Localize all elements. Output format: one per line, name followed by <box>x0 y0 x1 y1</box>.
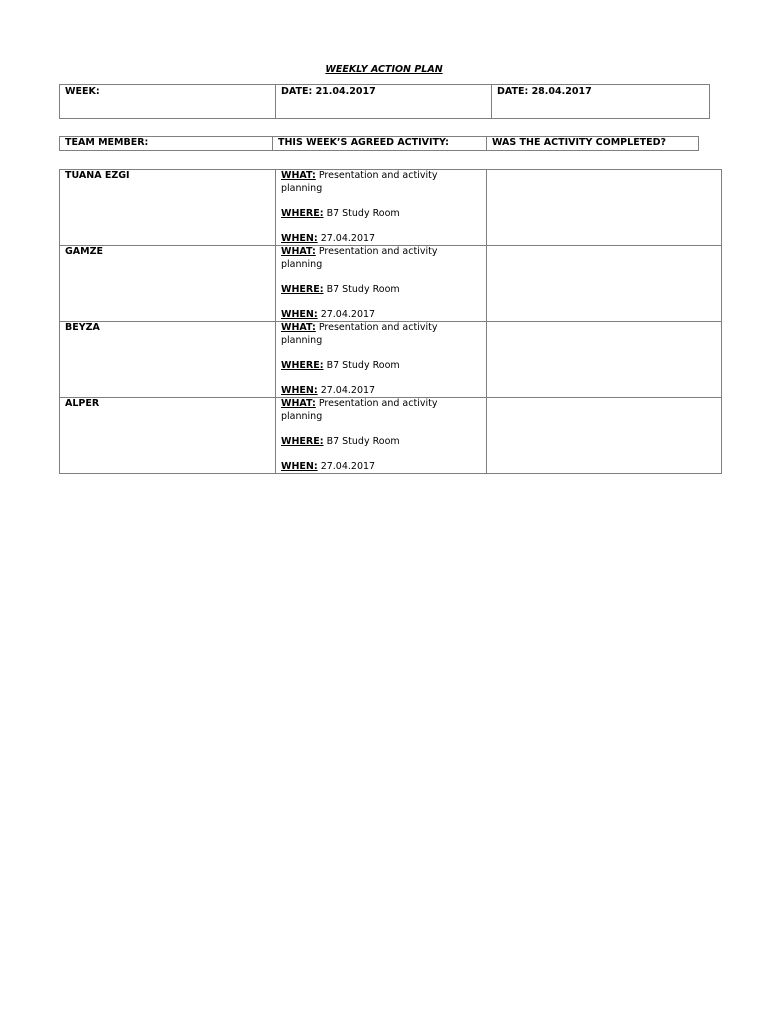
when-value: 27.04.2017 <box>320 308 376 320</box>
what-label: WHAT: <box>281 170 316 181</box>
activity-cell <box>276 246 487 322</box>
activity-where <box>281 208 481 221</box>
when-label: WHEN: <box>281 232 318 244</box>
completed-cell[interactable] <box>487 246 722 322</box>
completed-cell[interactable] <box>487 322 722 398</box>
what-value: Presentation and activity planning <box>281 398 438 422</box>
member-name: BEYZA <box>60 322 276 398</box>
where-value: B7 Study Room <box>326 435 400 447</box>
activity-cell <box>276 170 487 246</box>
activity-what <box>281 246 481 271</box>
when-label: WHEN: <box>281 384 318 396</box>
header-row <box>60 85 710 119</box>
activity-what <box>281 398 481 423</box>
activity-when <box>281 461 481 474</box>
activity-cell <box>276 322 487 398</box>
activity-where <box>281 436 481 449</box>
completed-cell[interactable] <box>487 398 722 474</box>
header-table <box>59 84 710 119</box>
completed-cell[interactable] <box>487 170 722 246</box>
where-value: B7 Study Room <box>326 283 400 295</box>
where-label: WHERE: <box>281 283 324 295</box>
what-label: WHAT: <box>281 322 316 333</box>
where-label: WHERE: <box>281 435 324 447</box>
when-value: 27.04.2017 <box>320 384 376 396</box>
when-value: 27.04.2017 <box>320 460 376 472</box>
page-title: WEEKLY ACTION PLAN <box>325 64 443 75</box>
activity-when <box>281 385 481 398</box>
activity-what <box>281 170 481 195</box>
what-value: Presentation and activity planning <box>281 246 438 270</box>
column-header-row <box>60 137 699 151</box>
what-label: WHAT: <box>281 246 316 257</box>
where-label: WHERE: <box>281 359 324 371</box>
activity-where <box>281 360 481 373</box>
member-name: ALPER <box>60 398 276 474</box>
activity-where <box>281 284 481 297</box>
what-value: Presentation and activity planning <box>281 170 438 194</box>
where-value: B7 Study Room <box>326 359 400 371</box>
table-row <box>60 322 722 398</box>
week-cell: WEEK: <box>60 85 276 119</box>
date-start-cell: DATE: 21.04.2017 <box>276 85 492 119</box>
column-header-completed: WAS THE ACTIVITY COMPLETED? <box>487 137 699 151</box>
column-header-table <box>59 136 699 151</box>
member-name: TUANA EZGI <box>60 170 276 246</box>
what-label: WHAT: <box>281 398 316 409</box>
where-label: WHERE: <box>281 207 324 219</box>
table-row <box>60 398 722 474</box>
when-label: WHEN: <box>281 460 318 472</box>
column-header-activity: THIS WEEK’S AGREED ACTIVITY: <box>273 137 487 151</box>
table-row <box>60 246 722 322</box>
what-value: Presentation and activity planning <box>281 322 438 346</box>
members-table <box>59 169 722 474</box>
activity-when <box>281 309 481 322</box>
activity-when <box>281 233 481 246</box>
table-row <box>60 170 722 246</box>
column-header-member: TEAM MEMBER: <box>60 137 273 151</box>
date-end-cell: DATE: 28.04.2017 <box>492 85 710 119</box>
when-label: WHEN: <box>281 308 318 320</box>
where-value: B7 Study Room <box>326 207 400 219</box>
when-value: 27.04.2017 <box>320 232 376 244</box>
activity-cell <box>276 398 487 474</box>
member-name: GAMZE <box>60 246 276 322</box>
activity-what <box>281 322 481 347</box>
